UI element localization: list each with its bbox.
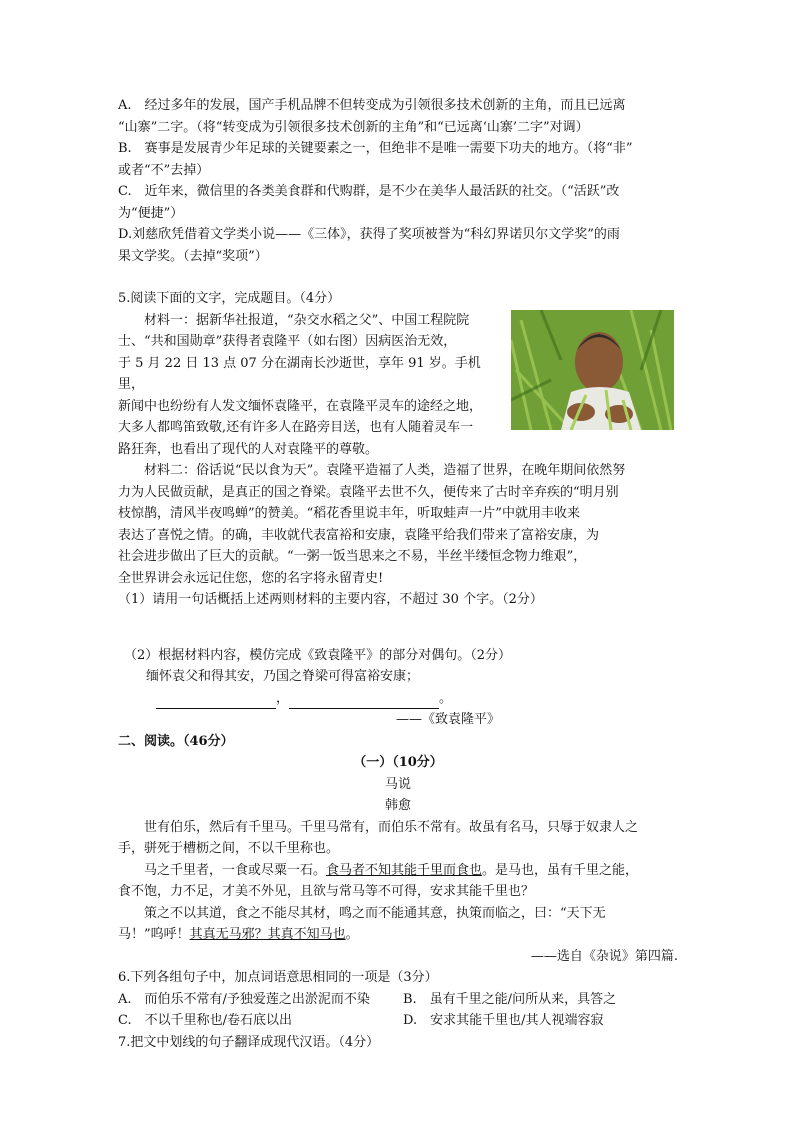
- material-2-line-4: 表达了喜悦之情。的确，丰收就代表富裕和安康，袁隆平给我们带来了富裕安康，为: [118, 527, 600, 543]
- text-author: 韩愈: [384, 798, 411, 813]
- material-2-line-3: 枝惊鹊，清风半夜鸣蝉”的赞美。“稻花香里说丰年，听取蛙声一片”中就用丰收来: [118, 506, 580, 521]
- paragraph-1-line-1: 世有伯乐，然后有千里马。千里马常有，而伯乐不常有。故虽有名马，只辱于奴隶人之: [144, 819, 639, 835]
- paragraph-2-line-2: 食不饱，力不足，才美不外见，且欲与常马等不可得，安求其能千里也？: [118, 884, 535, 899]
- material-2-line-6: 全世界讲会永远记住您，您的名字将永留青史!: [118, 570, 384, 586]
- exam-page: [118, 95, 678, 1053]
- underlined-sentence-1: 食马者不知其能千里而食也: [326, 862, 483, 878]
- question-7-stem: 7.把文中划线的句子翻译成现代汉语。（4分）: [118, 1034, 380, 1050]
- question-6-stem: 6.下列各组句子中，加点词语意思相同的一项是（3分）: [118, 970, 438, 985]
- question-6: [118, 967, 678, 1032]
- option-d-line-2: 果文学奖。（去掉“奖项”）: [118, 248, 268, 264]
- material-1-line-4: 新闻中也纷纷有人发文缅怀袁隆平，在袁隆平灵车的途经之地，: [118, 398, 483, 414]
- material-1-line-5: 大多人都鸣笛致敬,还有许多人在路旁目送，也有人随着灵车一: [118, 420, 474, 435]
- answer-blank-2[interactable]: [289, 693, 439, 709]
- question-6-option-a: A. 而伯乐不常有/予独爱莲之出淤泥而不染: [118, 991, 370, 1007]
- material-2-line-1: 材料二：俗话说“民以食为天”。袁隆平造福了人类，造福了世界，在晚年期间依然努: [144, 463, 626, 478]
- part-title: （一）（10分）: [353, 755, 443, 770]
- paragraph-2-line-1: 马之千里者，一食或尽粟一石。食马者不知其能千里而食也。是马也，虽有千里之能，: [144, 862, 639, 878]
- sub-question-1: （1）请用一句话概括上述两则材料的主要内容，不超过 30 个字。（2分）: [118, 592, 543, 607]
- option-c-line-1: C. 近年来，微信里的各类美食群和代购群，是不少在美华人最活跃的社交。（“活跃”改: [118, 184, 620, 199]
- option-c-line-2: 为“便捷”）: [118, 205, 184, 221]
- section-reading: [118, 731, 678, 968]
- text-title: 马说: [384, 776, 411, 792]
- sub-question-2: （2）根据材料内容，模仿完成《致袁隆平》的部分对偶句。（2分）: [124, 647, 512, 663]
- option-b-line-1: B. 赛事是发展青少年足球的关键要素之一，但绝非不是唯一需要下功夫的地方。（将“非”: [118, 141, 633, 156]
- question-6-option-d: D. 安求其能千里也/其人视端容寂: [403, 1013, 604, 1028]
- text-source: ——选自《杂说》第四篇.: [530, 948, 678, 964]
- underlined-sentence-2: 其真无马邪？其真不知马也: [189, 927, 346, 942]
- question-6-option-b: B. 虽有千里之能/问所从来，具答之: [403, 991, 617, 1007]
- material-1-line-2: 士、“共和国勋章”获得者袁隆平（如右图）因病医治无效，: [118, 334, 457, 349]
- section-heading: 二、阅读。（46分）: [118, 733, 234, 749]
- answer-blank-1[interactable]: [156, 693, 276, 709]
- question-5-title: 5.阅读下面的文字，完成题目。（4分）: [118, 291, 341, 306]
- option-a-line-2: “山寨”二字。（将“转变成为引领很多技术创新的主角”和“已远离‘山寨’二字”对调）: [118, 119, 589, 135]
- option-b-line-2: 或者“不”去掉）: [118, 162, 210, 178]
- material-1-line-1: 材料一：据新华社报道，“杂交水稻之父”、中国工程院院: [144, 312, 470, 328]
- option-a-line-1: A. 经过多年的发展，国产手机品牌不但转变成为引领很多技术创新的主角，而且已远离: [118, 98, 626, 113]
- material-1-line-3: 于 5 月 22 日 13 点 07 分在湖南长沙逝世，享年 91 岁。手机里，: [118, 355, 481, 392]
- material-2-line-5: 社会进步做出了巨大的贡献。“一粥一饭当思来之不易，半丝半缕恒念物力维艰”，: [118, 549, 587, 564]
- comma: ，: [276, 690, 290, 706]
- question-6-option-c: C. 不以千里称也/卷石底以出: [118, 1013, 292, 1028]
- option-d-line-1: D.刘慈欣凭借着文学类小说——《三体》，获得了奖项被誉为“科幻界诺贝尔文学奖”的雨: [118, 227, 620, 242]
- material-1-line-6: 路狂奔，也看出了现代的人对袁隆平的尊敬。: [118, 441, 379, 457]
- period: 。: [439, 690, 453, 706]
- material-2-line-2: 力为人民做贡献，是真正的国之脊梁。袁隆平去世不久，便传来了古时辛弃疾的“明月别: [118, 484, 619, 500]
- paragraph-1-line-2: 手，骈死于槽枥之间，不以千里称也。: [118, 841, 340, 856]
- paragraph-3-line-1: 策之不以其道，食之不能尽其材，鸣之而不能通其意，执策而临之，曰：“天下无: [144, 905, 606, 921]
- question-4-options: [118, 95, 678, 267]
- paragraph-3-line-2: 马！”呜呼！其真无马邪？其真不知马也。: [118, 927, 359, 942]
- yuan-longping-photo: [511, 310, 674, 430]
- couplet-source: ——《致袁隆平》: [395, 712, 500, 727]
- question-5: [118, 288, 678, 731]
- couplet-answer-line: [118, 688, 678, 710]
- couplet-prompt: 缅怀袁父和得其安，乃国之脊梁可得富裕安康；: [146, 669, 420, 684]
